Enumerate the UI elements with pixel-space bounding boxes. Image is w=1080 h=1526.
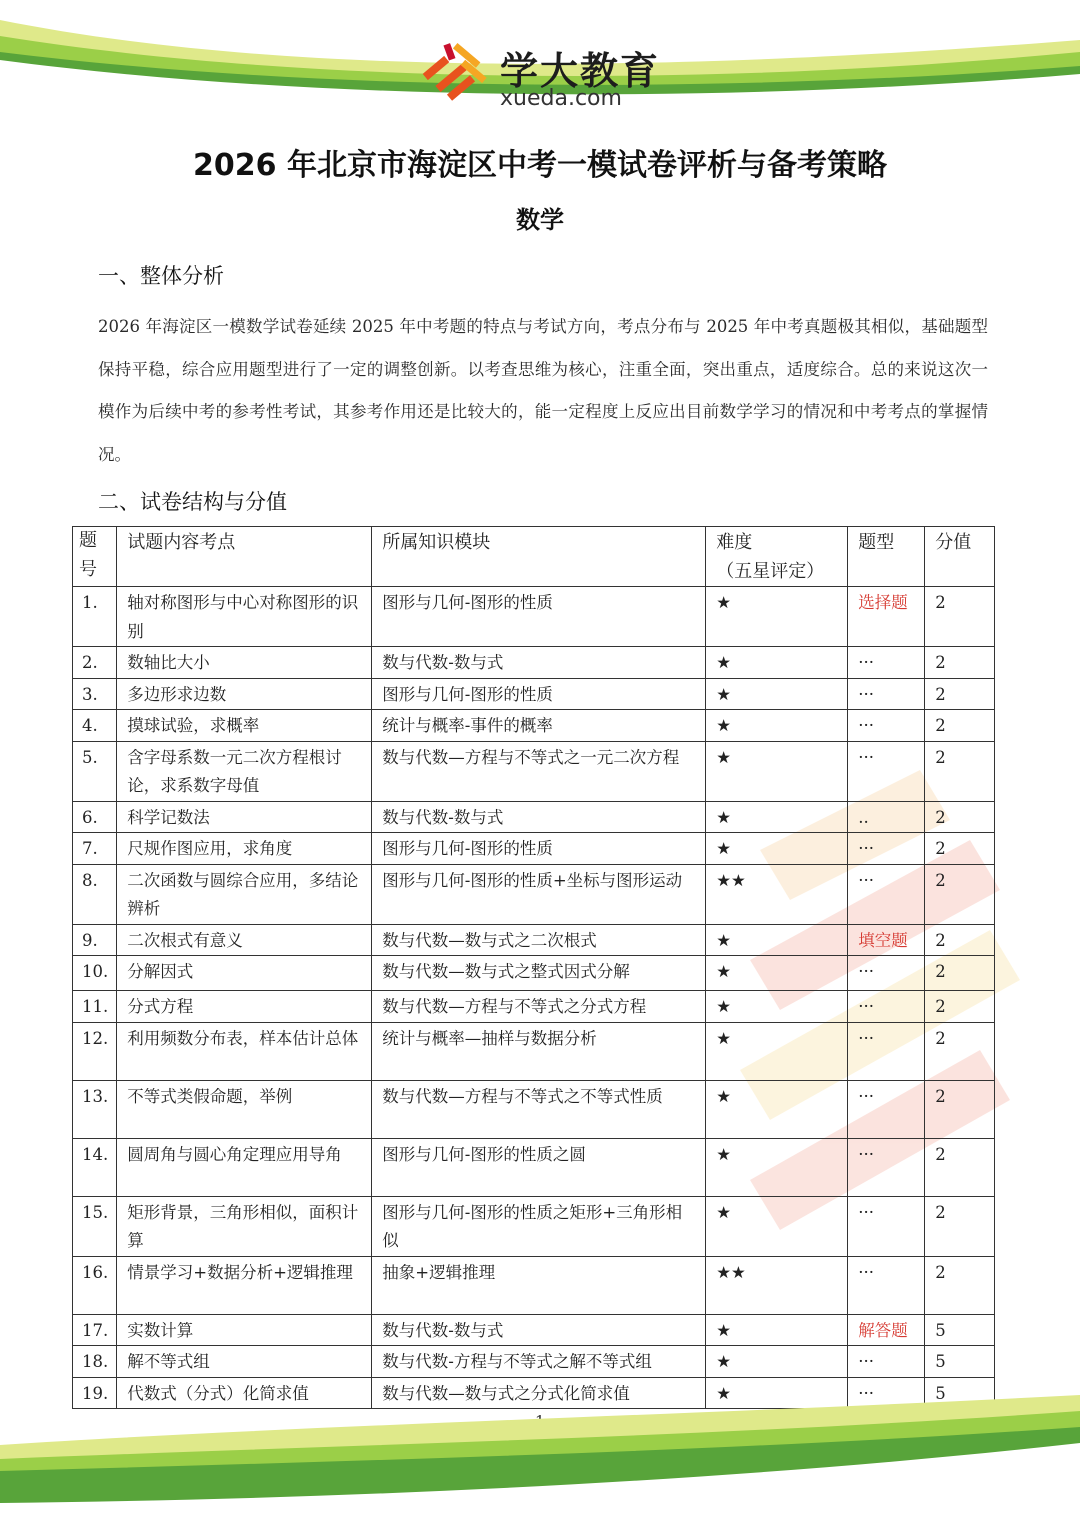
question-type-cell: ··· bbox=[848, 1196, 925, 1256]
question-content-cell: 分式方程 bbox=[117, 991, 372, 1023]
question-content-cell: 实数计算 bbox=[117, 1314, 372, 1346]
knowledge-module-cell: 图形与几何-图形的性质 bbox=[372, 587, 706, 647]
footer-swoosh bbox=[0, 1385, 1080, 1526]
knowledge-module-cell: 统计与概率—抽样与数据分析 bbox=[372, 1022, 706, 1080]
score-cell: 2 bbox=[925, 1080, 995, 1138]
knowledge-module-cell: 抽象+逻辑推理 bbox=[372, 1256, 706, 1314]
knowledge-module-cell: 数与代数-数与式 bbox=[372, 801, 706, 833]
question-type-cell: ··· bbox=[848, 741, 925, 801]
table-row bbox=[73, 647, 995, 679]
difficulty-stars-cell: ★ bbox=[706, 678, 848, 710]
subject-title: 数学 bbox=[516, 206, 564, 234]
score-cell: 2 bbox=[925, 833, 995, 865]
table-row bbox=[73, 678, 995, 710]
question-number-cell: 9. bbox=[73, 924, 117, 956]
header-score: 分值 bbox=[925, 527, 995, 587]
knowledge-module-cell: 统计与概率-事件的概率 bbox=[372, 710, 706, 742]
question-type-cell: 选择题 bbox=[848, 587, 925, 647]
question-type-cell: ··· bbox=[848, 647, 925, 679]
question-number-cell: 4. bbox=[73, 710, 117, 742]
score-cell: 2 bbox=[925, 1138, 995, 1196]
difficulty-stars-cell: ★ bbox=[706, 1346, 848, 1378]
question-content-cell: 圆周角与圆心角定理应用导角 bbox=[117, 1138, 372, 1196]
question-number-cell: 3. bbox=[73, 678, 117, 710]
knowledge-module-cell: 图形与几何-图形的性质之矩形+三角形相似 bbox=[372, 1196, 706, 1256]
knowledge-module-cell: 数与代数—方程与不等式之不等式性质 bbox=[372, 1080, 706, 1138]
table-row bbox=[73, 710, 995, 742]
question-number-cell: 6. bbox=[73, 801, 117, 833]
table-row bbox=[73, 801, 995, 833]
question-type-cell: .. bbox=[848, 801, 925, 833]
question-number-cell: 11. bbox=[73, 991, 117, 1023]
knowledge-module-cell: 图形与几何-图形的性质之圆 bbox=[372, 1138, 706, 1196]
header-content: 试题内容考点 bbox=[117, 527, 372, 587]
brand-logo bbox=[416, 38, 676, 114]
table-row bbox=[73, 956, 995, 991]
difficulty-stars-cell: ★ bbox=[706, 1314, 848, 1346]
section-heading-overall: 一、整体分析 bbox=[98, 264, 224, 288]
question-type-cell: ··· bbox=[848, 956, 925, 991]
table-row bbox=[73, 864, 995, 924]
knowledge-module-cell: 图形与几何-图形的性质 bbox=[372, 678, 706, 710]
question-number-cell: 15. bbox=[73, 1196, 117, 1256]
difficulty-stars-cell: ★ bbox=[706, 956, 848, 991]
knowledge-module-cell: 数与代数—方程与不等式之分式方程 bbox=[372, 991, 706, 1023]
question-number-cell: 8. bbox=[73, 864, 117, 924]
question-number-cell: 17. bbox=[73, 1314, 117, 1346]
score-cell: 2 bbox=[925, 1256, 995, 1314]
document-title: 2026 年北京市海淀区中考一模试卷评析与备考策略 bbox=[193, 148, 887, 183]
question-type-cell: 填空题 bbox=[848, 924, 925, 956]
score-cell: 5 bbox=[925, 1314, 995, 1346]
score-cell: 2 bbox=[925, 587, 995, 647]
question-type-cell: ··· bbox=[848, 864, 925, 924]
question-type-cell: ··· bbox=[848, 1022, 925, 1080]
score-cell: 2 bbox=[925, 924, 995, 956]
score-cell: 5 bbox=[925, 1377, 995, 1409]
difficulty-stars-cell: ★ bbox=[706, 710, 848, 742]
brand-url: xueda.com bbox=[500, 86, 622, 111]
question-type-cell: ··· bbox=[848, 1138, 925, 1196]
question-content-cell: 二次根式有意义 bbox=[117, 924, 372, 956]
score-cell: 2 bbox=[925, 801, 995, 833]
difficulty-stars-cell: ★ bbox=[706, 1080, 848, 1138]
question-content-cell: 代数式（分式）化简求值 bbox=[117, 1377, 372, 1409]
table-row bbox=[73, 1256, 995, 1314]
question-content-cell: 不等式类假命题，举例 bbox=[117, 1080, 372, 1138]
table-row bbox=[73, 1080, 995, 1138]
score-cell: 2 bbox=[925, 678, 995, 710]
difficulty-stars-cell: ★★ bbox=[706, 864, 848, 924]
question-type-cell: 解答题 bbox=[848, 1314, 925, 1346]
question-type-cell: ··· bbox=[848, 1256, 925, 1314]
knowledge-module-cell: 图形与几何-图形的性质+坐标与图形运动 bbox=[372, 864, 706, 924]
difficulty-stars-cell: ★★ bbox=[706, 1256, 848, 1314]
table-row bbox=[73, 924, 995, 956]
difficulty-stars-cell: ★ bbox=[706, 741, 848, 801]
difficulty-stars-cell: ★ bbox=[706, 587, 848, 647]
knowledge-module-cell: 数与代数-方程与不等式之解不等式组 bbox=[372, 1346, 706, 1378]
question-type-cell: ··· bbox=[848, 991, 925, 1023]
question-type-cell: ··· bbox=[848, 833, 925, 865]
difficulty-stars-cell: ★ bbox=[706, 1196, 848, 1256]
xueda-logo-icon bbox=[416, 38, 496, 112]
table-row bbox=[73, 587, 995, 647]
overall-analysis-paragraph: 2026 年海淀区一模数学试卷延续 2025 年中考题的特点与考试方向，考点分布与 2025 年中考真题极其相似，基础题型保持平稳，综合应用题型进行了一定的调整创新。以考查思维为核心，注重全面，突出重点，适度综合。总的来说这次一模作为后续中考的参考性考试，其参考作用还是比较大的，能一定程度上反应出目前数学学习的情况和中考考点的掌握情况。 bbox=[98, 317, 988, 464]
score-cell: 2 bbox=[925, 956, 995, 991]
score-cell: 2 bbox=[925, 741, 995, 801]
table-row bbox=[73, 1138, 995, 1196]
header-type: 题型 bbox=[848, 527, 925, 587]
question-content-cell: 二次函数与圆综合应用，多结论辨析 bbox=[117, 864, 372, 924]
knowledge-module-cell: 数与代数—数与式之整式因式分解 bbox=[372, 956, 706, 991]
question-number-cell: 10. bbox=[73, 956, 117, 991]
question-content-cell: 含字母系数一元二次方程根讨论，求系数字母值 bbox=[117, 741, 372, 801]
question-number-cell: 16. bbox=[73, 1256, 117, 1314]
question-content-cell: 多边形求边数 bbox=[117, 678, 372, 710]
difficulty-stars-cell: ★ bbox=[706, 924, 848, 956]
score-cell: 2 bbox=[925, 647, 995, 679]
exam-structure-table bbox=[72, 526, 995, 1409]
question-number-cell: 5. bbox=[73, 741, 117, 801]
question-number-cell: 19. bbox=[73, 1377, 117, 1409]
difficulty-stars-cell: ★ bbox=[706, 991, 848, 1023]
difficulty-stars-cell: ★ bbox=[706, 1138, 848, 1196]
question-content-cell: 利用频数分布表，样本估计总体 bbox=[117, 1022, 372, 1080]
question-type-cell: ··· bbox=[848, 678, 925, 710]
header-module: 所属知识模块 bbox=[372, 527, 706, 587]
knowledge-module-cell: 数与代数-数与式 bbox=[372, 1314, 706, 1346]
knowledge-module-cell: 数与代数-数与式 bbox=[372, 647, 706, 679]
difficulty-stars-cell: ★ bbox=[706, 833, 848, 865]
question-number-cell: 7. bbox=[73, 833, 117, 865]
question-content-cell: 情景学习+数据分析+逻辑推理 bbox=[117, 1256, 372, 1314]
question-number-cell: 18. bbox=[73, 1346, 117, 1378]
question-number-cell: 13. bbox=[73, 1080, 117, 1138]
question-number-cell: 2. bbox=[73, 647, 117, 679]
knowledge-module-cell: 图形与几何-图形的性质 bbox=[372, 833, 706, 865]
question-type-cell: ··· bbox=[848, 1346, 925, 1378]
difficulty-stars-cell: ★ bbox=[706, 647, 848, 679]
score-cell: 2 bbox=[925, 991, 995, 1023]
header-difficulty: 难度 （五星评定） bbox=[706, 527, 848, 587]
score-cell: 2 bbox=[925, 864, 995, 924]
header-no: 题号 bbox=[73, 527, 117, 587]
table-header-row bbox=[73, 527, 995, 587]
knowledge-module-cell: 数与代数—方程与不等式之一元二次方程 bbox=[372, 741, 706, 801]
difficulty-stars-cell: ★ bbox=[706, 801, 848, 833]
section-heading-structure: 二、试卷结构与分值 bbox=[98, 490, 287, 514]
score-cell: 2 bbox=[925, 1196, 995, 1256]
table-row bbox=[73, 1196, 995, 1256]
table-row bbox=[73, 1346, 995, 1378]
question-content-cell: 矩形背景，三角形相似，面积计算 bbox=[117, 1196, 372, 1256]
question-number-cell: 1. bbox=[73, 587, 117, 647]
table-row bbox=[73, 1314, 995, 1346]
question-content-cell: 轴对称图形与中心对称图形的识别 bbox=[117, 587, 372, 647]
question-content-cell: 分解因式 bbox=[117, 956, 372, 991]
question-content-cell: 尺规作图应用，求角度 bbox=[117, 833, 372, 865]
table-row bbox=[73, 1022, 995, 1080]
question-type-cell: ··· bbox=[848, 710, 925, 742]
question-content-cell: 数轴比大小 bbox=[117, 647, 372, 679]
score-cell: 5 bbox=[925, 1346, 995, 1378]
score-cell: 2 bbox=[925, 710, 995, 742]
question-type-cell: ··· bbox=[848, 1080, 925, 1138]
brand-name-cn: 学大教育 bbox=[500, 49, 661, 93]
question-content-cell: 摸球试验，求概率 bbox=[117, 710, 372, 742]
difficulty-stars-cell: ★ bbox=[706, 1022, 848, 1080]
knowledge-module-cell: 数与代数—数与式之分式化简求值 bbox=[372, 1377, 706, 1409]
question-content-cell: 解不等式组 bbox=[117, 1346, 372, 1378]
question-number-cell: 14. bbox=[73, 1138, 117, 1196]
knowledge-module-cell: 数与代数—数与式之二次根式 bbox=[372, 924, 706, 956]
table-row bbox=[73, 833, 995, 865]
question-type-cell: ··· bbox=[848, 1377, 925, 1409]
difficulty-stars-cell: ★ bbox=[706, 1377, 848, 1409]
score-cell: 2 bbox=[925, 1022, 995, 1080]
table-row bbox=[73, 741, 995, 801]
table-row bbox=[73, 991, 995, 1023]
question-content-cell: 科学记数法 bbox=[117, 801, 372, 833]
question-number-cell: 12. bbox=[73, 1022, 117, 1080]
